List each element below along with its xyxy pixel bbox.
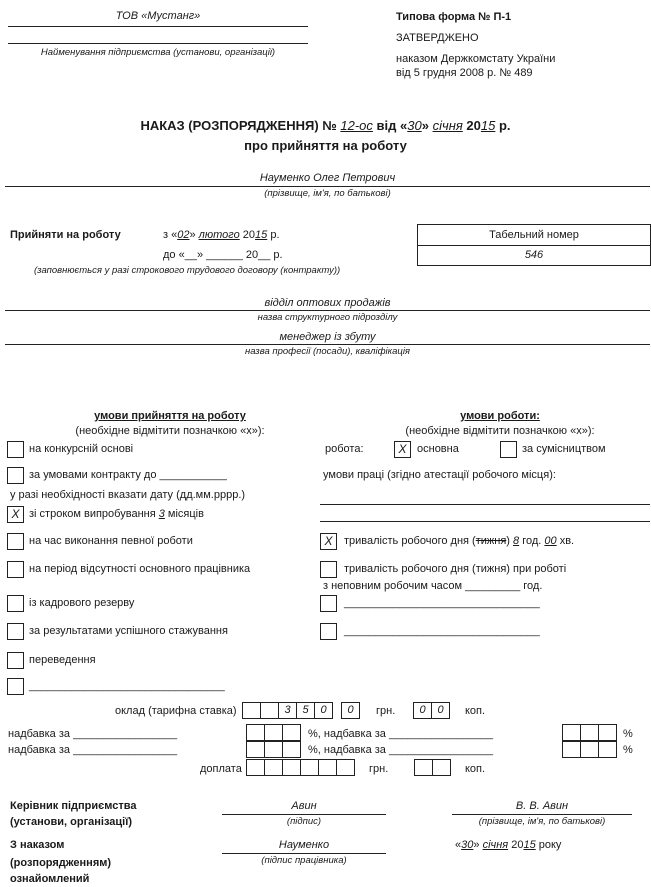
hire-month: лютого (198, 229, 240, 241)
cond-label-3 (29, 508, 204, 520)
head-sign-caption: (підпис) (286, 816, 322, 827)
hire-from (163, 229, 280, 241)
extra-cell[interactable] (300, 759, 319, 776)
cond-label-6: із кадрового резерву (29, 597, 135, 609)
work-label: робота: (325, 443, 364, 455)
work-combo-label: за сумісництвом (522, 443, 606, 455)
work-blank-1: ________________________________ (344, 597, 540, 609)
work-blank-2: ________________________________ (344, 625, 540, 637)
position-line (5, 344, 650, 345)
bonus-cell[interactable] (246, 724, 265, 741)
work-blank-checkbox-2[interactable] (320, 623, 337, 640)
cond-checkbox-7[interactable] (7, 623, 24, 640)
probation-suffix: місяців (167, 508, 204, 520)
order-year: 15 (480, 118, 496, 133)
cond-label-7: за результатами успішного стажування (29, 625, 228, 637)
cond-checkbox-9[interactable] (7, 678, 24, 695)
order-month: січня (432, 118, 463, 133)
salary-uah: грн. (376, 705, 396, 717)
employee-sign-caption: (підпис працівника) (261, 855, 347, 866)
title-from: від « (376, 118, 408, 133)
bonus-cell[interactable] (264, 724, 283, 741)
order-title (0, 118, 651, 133)
labor-conditions: умови праці (згідно атестації робочого місця): (323, 469, 556, 481)
part-time-label: тривалість робочого дня (тижня) при роботі (344, 563, 567, 575)
cond-checkbox-4[interactable] (7, 533, 24, 550)
cond-date-note: у разі необхідності вказати дату (дд.мм.рррр.) (10, 489, 246, 501)
title-year-prefix: 20 (466, 118, 481, 133)
extra-cell[interactable] (282, 759, 301, 776)
duration-label (344, 535, 574, 547)
ack-month: січня (482, 839, 509, 851)
salary-digit[interactable]: 5 (296, 702, 315, 719)
salary-digit[interactable]: 0 (341, 702, 360, 719)
ack-day: 30 (461, 839, 474, 851)
bonus-pct-1: %, надбавка за _________________ (308, 728, 493, 740)
salary-digit[interactable]: 3 (278, 702, 297, 719)
bonus-1: надбавка за _________________ (8, 728, 178, 740)
bonus-2: надбавка за _________________ (8, 744, 178, 756)
hire-from-mid: » (189, 229, 196, 241)
title-prefix: НАКАЗ (РОЗПОРЯДЖЕННЯ) № (140, 118, 337, 133)
labor-line-2 (320, 521, 650, 522)
ack-date (455, 839, 561, 851)
bonus-cell[interactable] (562, 741, 581, 758)
cond-checkbox-8[interactable] (7, 652, 24, 669)
pct-sign-2: % (623, 744, 633, 756)
work-main-label: основна (417, 443, 459, 455)
extra-pay-label: доплата (200, 763, 242, 775)
hire-to-caption: (заповнюється у разі строкового трудового договору (контракту)) (34, 265, 341, 276)
duration-strike: тижня (475, 535, 507, 547)
labor-line-1 (320, 504, 650, 505)
position-caption: назва професії (посади), кваліфікація (244, 346, 411, 357)
extra-cell[interactable] (318, 759, 337, 776)
salary-kop: коп. (465, 705, 486, 717)
salary-digit[interactable] (260, 702, 279, 719)
extra-kop-cell[interactable] (432, 759, 451, 776)
salary-digit[interactable] (242, 702, 261, 719)
department-value: відділ оптових продажів (264, 297, 391, 309)
employee-caption: (прізвище, ім'я, по батькові) (264, 188, 391, 199)
company-name: ТОВ «Мустанг» (115, 10, 201, 22)
extra-kop: коп. (465, 763, 486, 775)
cond-label-9: ________________________________ (29, 680, 225, 692)
work-main-checkbox[interactable]: X (394, 441, 411, 458)
work-note: (необхідне відмітити позначкою «х»): (405, 425, 595, 437)
bonus-cell[interactable] (598, 724, 617, 741)
probation-months: 3 (158, 508, 165, 520)
title-day-close: » (421, 118, 429, 133)
work-blank-checkbox-1[interactable] (320, 595, 337, 612)
cond-label-1: на конкурсній основі (29, 443, 134, 455)
salary-kop-digit[interactable]: 0 (431, 702, 450, 719)
ack-label-2: (розпорядженням) (10, 857, 112, 869)
cond-checkbox-6[interactable] (7, 595, 24, 612)
ack-year: 15 (523, 839, 536, 851)
bonus-cell[interactable] (580, 724, 599, 741)
bonus-cell[interactable] (282, 741, 301, 758)
ack-label-1: З наказом (10, 839, 65, 851)
company-line-2 (8, 43, 308, 44)
head-name-caption: (прізвище, ім'я, по батькові) (478, 816, 606, 827)
duration-minutes: 00 (544, 535, 557, 547)
salary-label: оклад (тарифна ставка) (115, 705, 237, 717)
ack-date-suffix: року (538, 839, 562, 851)
cond-checkbox-1[interactable] (7, 441, 24, 458)
cond-label-4: на час виконання певної роботи (29, 535, 193, 547)
duration-mid: ) (506, 535, 510, 547)
tab-number-label: Табельний номер (489, 229, 579, 241)
ack-year-prefix: 20 (511, 839, 524, 851)
cond-checkbox-3[interactable]: X (7, 506, 24, 523)
employee-name: Науменко Олег Петрович (259, 172, 396, 184)
department-line (5, 310, 650, 311)
salary-kop-digit[interactable]: 0 (413, 702, 432, 719)
extra-uah: грн. (369, 763, 389, 775)
work-title: умови роботи: (460, 410, 540, 422)
ack-date-mid: » (473, 839, 480, 851)
minutes-unit: хв. (559, 535, 575, 547)
cond-label-2: за умовами контракту до ___________ (29, 469, 227, 481)
order-day: 30 (407, 118, 422, 133)
tab-number-value: 546 (524, 249, 544, 261)
order-number: 12-ос (340, 118, 373, 133)
employee-line (5, 186, 650, 187)
ack-label-3: ознайомлений (10, 873, 90, 885)
cond-checkbox-2[interactable] (7, 467, 24, 484)
approved-date: від 5 грудня 2008 р. № 489 (396, 67, 533, 79)
bonus-cell[interactable] (562, 724, 581, 741)
head-signature: Авин (291, 800, 317, 812)
head-sign-line (222, 814, 386, 815)
hire-from-prefix: з « (163, 229, 178, 241)
pct-sign-1: % (623, 728, 633, 740)
approved-by: наказом Держкомстату України (396, 53, 556, 65)
bonus-cell[interactable] (282, 724, 301, 741)
bonus-cell[interactable] (264, 741, 283, 758)
employee-signature: Науменко (278, 839, 330, 851)
hire-to: до «__» ______ 20__ р. (163, 249, 283, 261)
hire-year: 15 (255, 229, 268, 241)
cond-label-8: переведення (29, 654, 96, 666)
department-caption: назва структурного підрозділу (257, 312, 398, 323)
bonus-cell[interactable] (246, 741, 265, 758)
form-type: Типова форма № П-1 (396, 11, 512, 23)
cond-label-3-text: зі строком випробування (29, 508, 156, 520)
head-label-2: (установи, організації) (10, 816, 132, 828)
part-time-label-2: з неповним робочим часом _________ год. (323, 580, 543, 592)
hire-label: Прийняти на роботу (10, 229, 121, 241)
extra-cell[interactable] (264, 759, 283, 776)
title-year-end: р. (498, 118, 511, 133)
employee-sign-line (222, 853, 386, 854)
head-name: В. В. Авин (515, 800, 569, 812)
bonus-pct-2: %, надбавка за _________________ (308, 744, 493, 756)
extra-cell[interactable] (336, 759, 355, 776)
company-line (8, 26, 308, 27)
work-combo-checkbox[interactable] (500, 441, 517, 458)
hire-year-prefix: 20 (242, 229, 256, 241)
bonus-cell[interactable] (580, 741, 599, 758)
order-subtitle: про прийняття на роботу (244, 138, 407, 153)
head-name-line (452, 814, 632, 815)
hire-from-suffix: р. (270, 229, 280, 241)
cond-label-5: на період відсутності основного працівника (29, 563, 251, 575)
duration-hours: 8 (513, 535, 520, 547)
part-time-checkbox[interactable] (320, 561, 337, 578)
bonus-cell[interactable] (598, 741, 617, 758)
head-label-1: Керівник підприємства (10, 800, 137, 812)
company-caption: Найменування підприємства (установи, організації) (40, 47, 276, 58)
salary-digit[interactable]: 0 (314, 702, 333, 719)
approved: ЗАТВЕРДЖЕНО (396, 32, 479, 44)
hours-unit: год. (522, 535, 542, 547)
ack-date-prefix: « (455, 839, 462, 851)
extra-cell[interactable] (246, 759, 265, 776)
cond-checkbox-5[interactable] (7, 561, 24, 578)
duration-prefix: тривалість робочого дня ( (344, 535, 476, 547)
duration-checkbox[interactable]: X (320, 533, 337, 550)
hire-day: 02 (177, 229, 190, 241)
conditions-note: (необхідне відмітити позначкою «х»): (75, 425, 265, 437)
conditions-title: умови прийняття на роботу (94, 410, 246, 422)
tab-number-divider (417, 245, 651, 246)
extra-kop-cell[interactable] (414, 759, 433, 776)
position-value: менеджер із збуту (279, 331, 376, 343)
